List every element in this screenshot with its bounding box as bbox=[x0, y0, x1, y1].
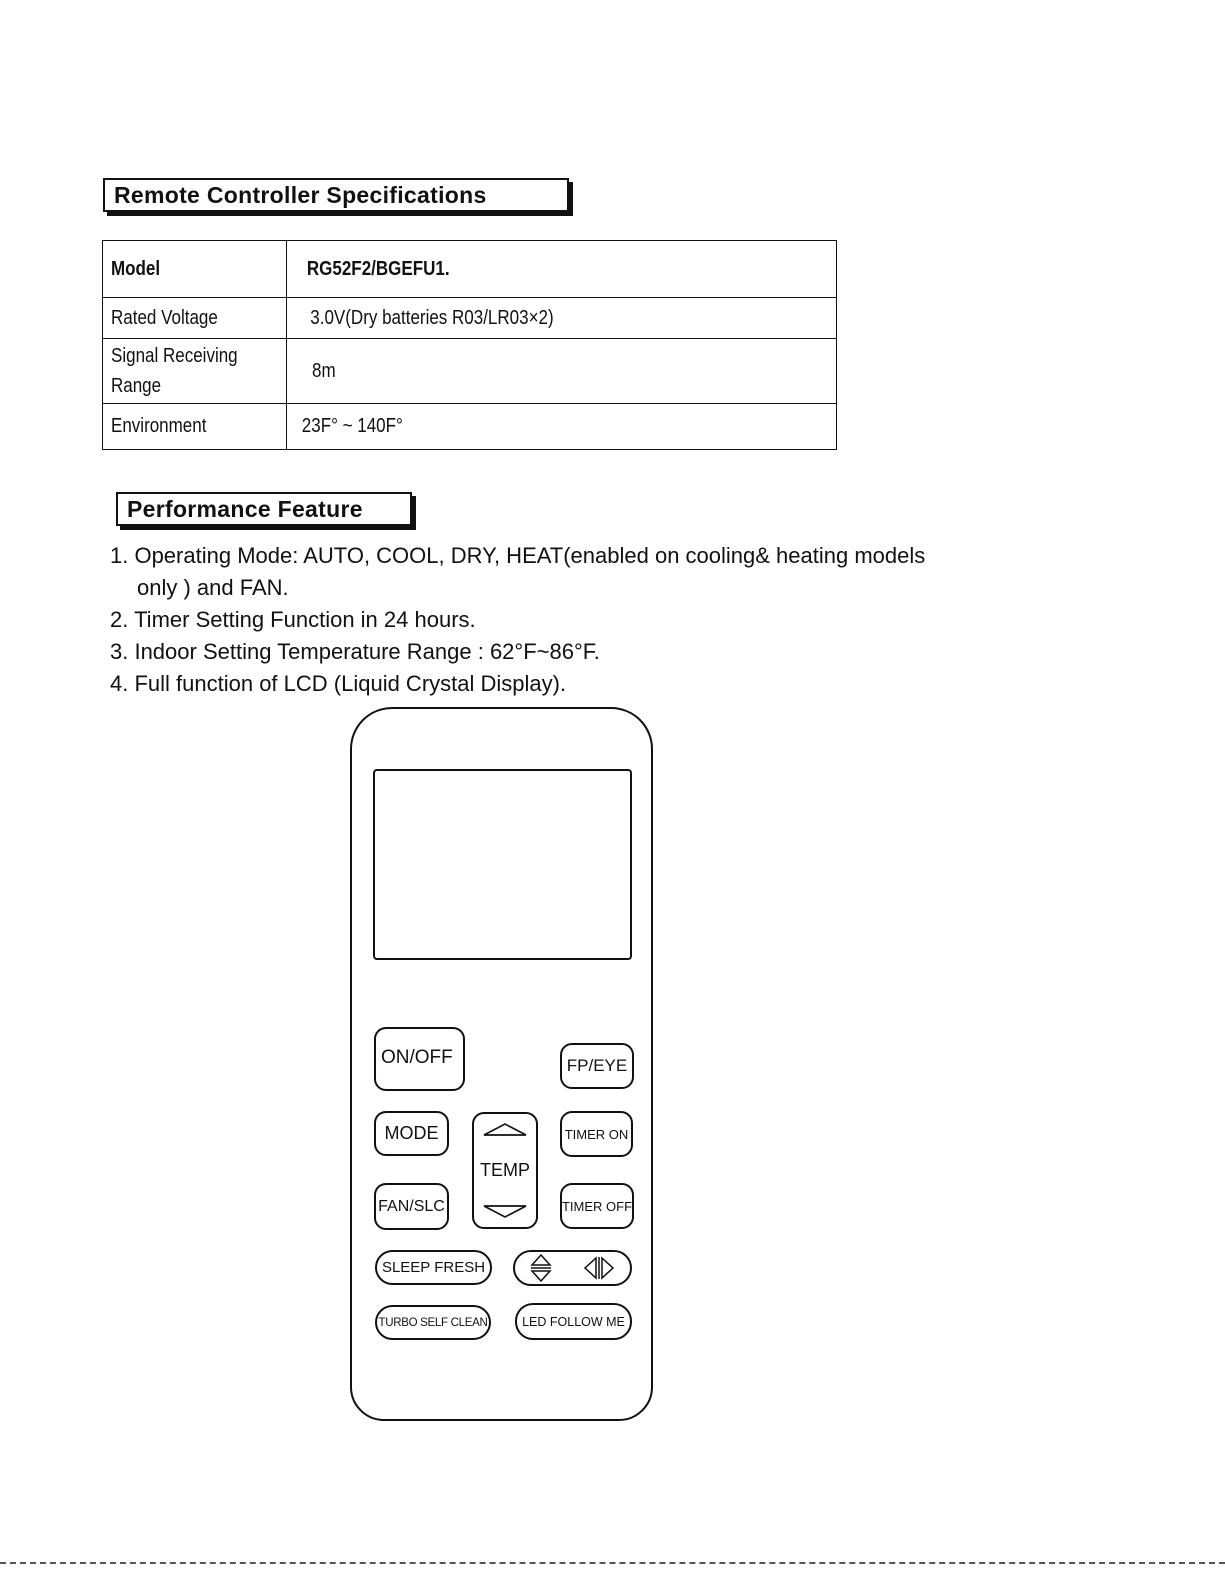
spec-section-title: Remote Controller Specifications bbox=[103, 178, 569, 212]
fan-slc-button[interactable]: FAN/SLC bbox=[374, 1183, 449, 1230]
list-item: 1. Operating Mode: AUTO, COOL, DRY, HEAT(enabled on cooling& heating models only ) and FAN. bbox=[110, 543, 926, 600]
list-item: 2. Timer Setting Function in 24 hours. bbox=[110, 607, 476, 632]
feature-list bbox=[110, 540, 930, 700]
model-label: Model bbox=[111, 257, 161, 280]
table-row bbox=[103, 339, 837, 404]
voltage-label: Rated Voltage bbox=[111, 306, 218, 329]
range-label-line2: Range bbox=[111, 375, 162, 397]
temp-down-icon[interactable] bbox=[482, 1205, 528, 1219]
range-label-line1: Signal Receiving bbox=[111, 345, 238, 367]
timer-on-button[interactable]: TIMER ON bbox=[560, 1111, 633, 1157]
list-item: 4. Full function of LCD (Liquid Crystal Display). bbox=[110, 671, 567, 696]
temp-label: TEMP bbox=[479, 1160, 530, 1180]
page-bottom-divider bbox=[0, 1562, 1225, 1564]
model-value: RG52F2/BGEFU1. bbox=[306, 257, 450, 280]
lcd-screen bbox=[373, 769, 632, 960]
led-follow-me-button[interactable]: LED FOLLOW ME bbox=[515, 1303, 632, 1340]
table-row bbox=[103, 241, 837, 298]
table-row bbox=[103, 298, 837, 339]
environment-value: 23F° ~ 140F° bbox=[301, 415, 403, 437]
temp-up-icon[interactable] bbox=[482, 1122, 528, 1136]
horizontal-swing-icon bbox=[582, 1256, 616, 1280]
list-item: 3. Indoor Setting Temperature Range : 62°F~86°F. bbox=[110, 639, 600, 664]
swing-button[interactable] bbox=[513, 1250, 632, 1286]
mode-button[interactable]: MODE bbox=[374, 1111, 449, 1156]
timer-off-button[interactable]: TIMER OFF bbox=[560, 1183, 634, 1229]
table-row bbox=[103, 404, 837, 450]
environment-label: Environment bbox=[111, 415, 207, 437]
vertical-swing-icon bbox=[529, 1253, 553, 1283]
on-off-button[interactable]: ON/OFF bbox=[374, 1027, 465, 1091]
perf-section-title: Performance Feature bbox=[116, 492, 412, 526]
remote-controller bbox=[350, 707, 653, 1421]
range-value: 8m bbox=[312, 359, 336, 382]
spec-table bbox=[102, 240, 837, 450]
temp-rocker[interactable] bbox=[472, 1112, 538, 1229]
turbo-self-clean-button[interactable]: TURBO SELF CLEAN bbox=[375, 1305, 491, 1340]
voltage-value: 3.0V(Dry batteries R03/LR03×2) bbox=[310, 306, 554, 329]
sleep-fresh-button[interactable]: SLEEP FRESH bbox=[375, 1250, 492, 1285]
fp-eye-button[interactable]: FP/EYE bbox=[560, 1043, 634, 1089]
